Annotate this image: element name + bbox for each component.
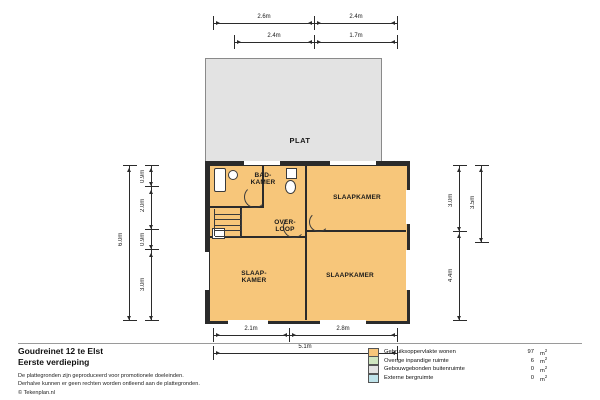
dimension-bottom-2-8m: 2.8m xyxy=(336,326,350,332)
dimension-bottom-5-1m: 5.1m xyxy=(298,344,312,350)
room-fill xyxy=(209,165,408,322)
footer xyxy=(18,346,348,397)
dimension-left-0-9m: 0.9m xyxy=(140,169,146,183)
dimension-right-4-4m: 4.4m xyxy=(448,268,454,282)
legend-value-other-indoor: 6 xyxy=(530,357,534,364)
legend xyxy=(368,348,547,382)
toilet-icon xyxy=(285,180,296,194)
plat-area xyxy=(205,58,382,165)
legend-label-living-area: Gebruiksoppervlakte wonen xyxy=(384,349,456,356)
footer-disclaimer-1: De plattegronden zijn geproduceerd voor promotionele doeleinden. xyxy=(18,372,184,379)
legend-label-external-storage: Externe bergruimte xyxy=(384,375,434,382)
legend-value-external-storage: 0 xyxy=(530,375,534,382)
door-arc-bath xyxy=(244,186,266,208)
legend-unit-other-indoor: $m^2$ xyxy=(540,356,548,366)
wall-center-vertical xyxy=(305,236,307,320)
dimension-top-2-4m-b: 2.4m xyxy=(267,33,281,39)
legend-value-living-area: 97 xyxy=(527,349,534,356)
room-label-bathroom: BAD- KAMER xyxy=(250,172,276,187)
legend-row xyxy=(368,348,547,357)
footer-subtitle: Eerste verdieping xyxy=(18,357,90,368)
dimension-right-3-0m: 3.0m xyxy=(448,193,454,207)
room-label-bedroom-bottom-right: SLAAPKAMER xyxy=(326,272,374,279)
legend-unit-external-storage: $m^2$ xyxy=(540,373,548,383)
legend-unit-living-area: $m^2$ xyxy=(540,347,548,357)
dimension-left-3-0m: 3.0m xyxy=(140,277,146,291)
dimension-left-6-0m: 6.0m xyxy=(118,232,124,246)
legend-row xyxy=(368,374,547,383)
legend-value-outdoor: 0 xyxy=(530,366,534,373)
dimension-top-2-6m: 2.6m xyxy=(257,14,271,20)
dimension-right-3-5m: 3.5m xyxy=(470,195,476,209)
dimension-left-0-9m-b: 0.9m xyxy=(140,232,146,246)
room-label-bedroom-top-right: SLAAPKAMER xyxy=(333,194,381,201)
room-label-landing: OVER- LOOP xyxy=(274,219,296,234)
door-arc-bedroom xyxy=(309,212,329,232)
staircase-icon xyxy=(214,209,242,236)
legend-unit-outdoor: $m^2$ xyxy=(540,365,548,374)
room-label-bedroom-bottom-left: SLAAP- KAMER xyxy=(241,270,267,285)
legend-row xyxy=(368,357,547,366)
window-right-2 xyxy=(406,250,410,290)
dimension-top-1-7m: 1.7m xyxy=(349,33,363,39)
dimension-bottom-2-1m: 2.1m xyxy=(244,326,258,332)
window-bottom-left xyxy=(228,320,268,324)
footer-disclaimer-2: Derhalve kunnen er geen rechten worden ontleend aan de plattegronden. xyxy=(18,381,200,388)
window-right xyxy=(406,190,410,224)
plat-label: PLAT xyxy=(289,136,311,145)
wall-hall-right xyxy=(305,165,307,237)
window-bottom-right xyxy=(320,320,366,324)
bath-tub-icon xyxy=(214,168,226,192)
legend-label-outdoor: Gebouwgebonden buitenruimte xyxy=(384,366,465,373)
legend-swatch-external-storage xyxy=(368,374,379,383)
footer-copyright: © Tekenplan.nl xyxy=(18,389,55,396)
legend-row xyxy=(368,365,547,374)
dimension-top-2-4m: 2.4m xyxy=(349,14,363,20)
window-left xyxy=(205,252,209,290)
shower-icon xyxy=(286,168,297,179)
window-top-right xyxy=(330,161,376,165)
footer-title: Goudreinet 12 te Elst xyxy=(18,346,104,356)
legend-label-other-indoor: Overige inpandige ruimte xyxy=(384,357,449,364)
footer-divider xyxy=(18,343,582,344)
sink-icon xyxy=(228,170,238,180)
dimension-left-2-0m: 2.0m xyxy=(140,198,146,212)
